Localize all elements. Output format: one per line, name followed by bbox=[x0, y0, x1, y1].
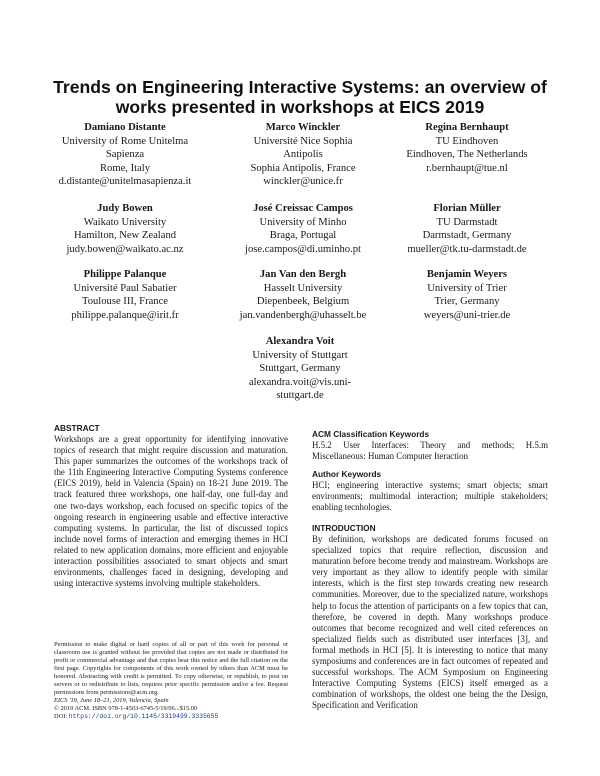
acm-classification-section bbox=[312, 429, 548, 462]
author-affiliation: University of Rome Unitelma bbox=[61, 135, 189, 147]
author-email: weyers@uni-trier.de bbox=[423, 309, 511, 321]
author-block bbox=[218, 121, 388, 189]
author-affiliation: University of Trier bbox=[427, 282, 507, 294]
author-email: r.bernhaupt@tue.nl bbox=[426, 162, 508, 174]
author-email: stuttgart.de bbox=[276, 390, 324, 401]
author-affiliation: University of Stuttgart bbox=[252, 349, 348, 361]
author-affiliation: Waikato University bbox=[83, 216, 167, 228]
author-email: jan.vandenbergh@uhasselt.be bbox=[239, 309, 367, 321]
author-block bbox=[40, 268, 210, 322]
author-location: Sophia Antipolis, France bbox=[250, 162, 356, 174]
author-block bbox=[382, 202, 552, 256]
author-name: Philippe Palanque bbox=[83, 269, 167, 280]
doi-link[interactable]: https://doi.org/10.1145/3319499.3335655 bbox=[68, 713, 219, 721]
acm-classification-heading: ACM Classification Keywords bbox=[312, 429, 430, 439]
author-name: Judy Bowen bbox=[97, 203, 153, 214]
copyright-line: © 2019 ACM. ISBN 978-1-4503-6745-5/19/06...$15.00 bbox=[54, 705, 198, 713]
author-block bbox=[40, 121, 210, 189]
author-name: Benjamin Weyers bbox=[426, 269, 508, 280]
keywords-heading: Author Keywords bbox=[312, 469, 382, 479]
author-name: José Creissac Campos bbox=[253, 203, 353, 214]
author-location: Stuttgart, Germany bbox=[259, 363, 341, 374]
author-block bbox=[215, 335, 385, 403]
author-affiliation: TU Eindhoven bbox=[435, 135, 499, 147]
author-affiliation: TU Darmstadt bbox=[436, 216, 498, 228]
author-email: alexandra.voit@vis.uni- bbox=[248, 376, 352, 388]
introduction-text: By definition, workshops are dedicated forums focused on specialized topics that require reflection, discussion and maturation before become trendy and mainstream. Workshops are very important as they allow to identify people with similar interests, which is the first step towards creating new research communities. Moreover, due to the specialized nature, workshops help to focus the attention of participants on a few topics that can, therefore, be covered in depth. Many workshops produce outcomes that become recognized and well cited references on specialized fields such as distributed user interfaces [3], and formal methods in HCI [5]. It is interesting to notice that many symposiums and conferences are in fact outcomes of repeated and successful workshops. The ACM Symposium on Engineering Interactive Computing Systems (EICS) itself emerged as a combination of workshops, the oldest one being the the Design, Specification and Verification bbox=[312, 534, 548, 711]
doi-label: DOI: bbox=[54, 713, 68, 721]
abstract-heading: ABSTRACT bbox=[54, 423, 100, 433]
abstract-section bbox=[54, 423, 288, 589]
author-email: philippe.palanque@irit.fr bbox=[71, 309, 179, 321]
keywords-text: HCI; engineering interactive systems; smart objects; smart environments; multimodal interaction; multiple stakeholders; enabling tecnhologies. bbox=[312, 480, 548, 513]
introduction-section bbox=[312, 523, 548, 712]
author-location: Toulouse III, France bbox=[81, 296, 169, 307]
author-affiliation: Sapienza bbox=[105, 149, 145, 160]
author-affiliation: Hasselt University bbox=[263, 282, 343, 294]
paper-title-line-1: Trends on Engineering Interactive Systems: an overview of bbox=[53, 77, 547, 97]
author-name: Damiano Distante bbox=[84, 122, 166, 133]
author-location: Eindhoven, The Netherlands bbox=[406, 149, 528, 160]
author-email: jose.campos@di.uminho.pt bbox=[245, 243, 361, 255]
introduction-heading: INTRODUCTION bbox=[312, 523, 376, 533]
author-email: winckler@unice.fr bbox=[263, 176, 343, 187]
author-block bbox=[382, 268, 552, 322]
author-location: Hamilton, New Zealand bbox=[73, 230, 177, 241]
author-name: Florian Müller bbox=[433, 203, 501, 214]
author-block bbox=[218, 268, 388, 322]
author-block bbox=[40, 202, 210, 256]
acm-classification-text: H.5.2 User Interfaces: Theory and methods; H.5.m Miscellaneous: Human Computer Iteraction bbox=[312, 440, 548, 462]
author-email: mueller@tk.tu-darmstadt.de bbox=[407, 243, 527, 255]
author-location: Rome, Italy bbox=[99, 162, 150, 174]
permission-text: Permission to make digital or hard copies of all or part of this work for personal or classroom use is granted without fee provided that copies are not made or distributed for profit or commercial advantage and that copies bear this notice and the full citation on the first page. Copyrights for components of this work owned by others than ACM must be honored. Abstracting with credit is permitted. To copy otherwise, or republish, to post on servers or to redistribute to lists, requires prior specific permission and/or a fee. Request permissions from permissions@acm.org. bbox=[54, 641, 288, 697]
author-location: Trier, Germany bbox=[434, 296, 500, 307]
author-block bbox=[218, 202, 388, 256]
doi-line bbox=[54, 713, 288, 721]
author-affiliation: Université Paul Sabatier bbox=[73, 282, 177, 294]
author-name: Jan Van den Bergh bbox=[259, 269, 347, 280]
author-location: Darmstadt, Germany bbox=[422, 230, 512, 241]
author-affiliation: University of Minho bbox=[259, 216, 347, 228]
permission-block bbox=[54, 641, 288, 721]
author-location: Braga, Portugal bbox=[269, 230, 337, 241]
author-name: Alexandra Voit bbox=[265, 336, 335, 347]
paper-title bbox=[40, 77, 560, 117]
keywords-section bbox=[312, 469, 548, 513]
author-affiliation: Antipolis bbox=[283, 149, 323, 160]
author-block bbox=[382, 121, 552, 175]
author-email: judy.bowen@waikato.ac.nz bbox=[66, 243, 184, 255]
author-name: Regina Bernhaupt bbox=[425, 122, 509, 133]
author-location: Diepenbeek, Belgium bbox=[256, 296, 350, 307]
author-name: Marco Winckler bbox=[265, 122, 341, 133]
author-affiliation: Université Nice Sophia bbox=[253, 135, 353, 147]
paper-title-line-2: works presented in workshops at EICS 2019 bbox=[115, 97, 485, 117]
author-email: d.distante@unitelmasapienza.it bbox=[58, 176, 192, 187]
conference-line: EICS '19, June 18–21, 2019, Valencia, Spain bbox=[54, 697, 169, 705]
abstract-text: Workshops are a great opportunity for identifying innovative topics of research that might require discussion and maturation. This paper summarizes the outcomes of the workshops track of the 11th Engineering Interactive Computing Systems conference (EICS 2019), held in Valencia (Spain) on 18-21 June 2019. The track featured three workshops, one half-day, one full-day and one two-days workshop, each focused on specific topics of the ongoing research in engineering usable and effective interactive computing systems. In particular, the list of discussed topics include novel forms of interaction and emerging themes in HCI related to new application domains, more efficient and enjoyable interaction possibilities associated to smart objects and smart environments, challenges faced in designing, developing and using interactive systems involving multiple stakeholders. bbox=[54, 434, 288, 589]
